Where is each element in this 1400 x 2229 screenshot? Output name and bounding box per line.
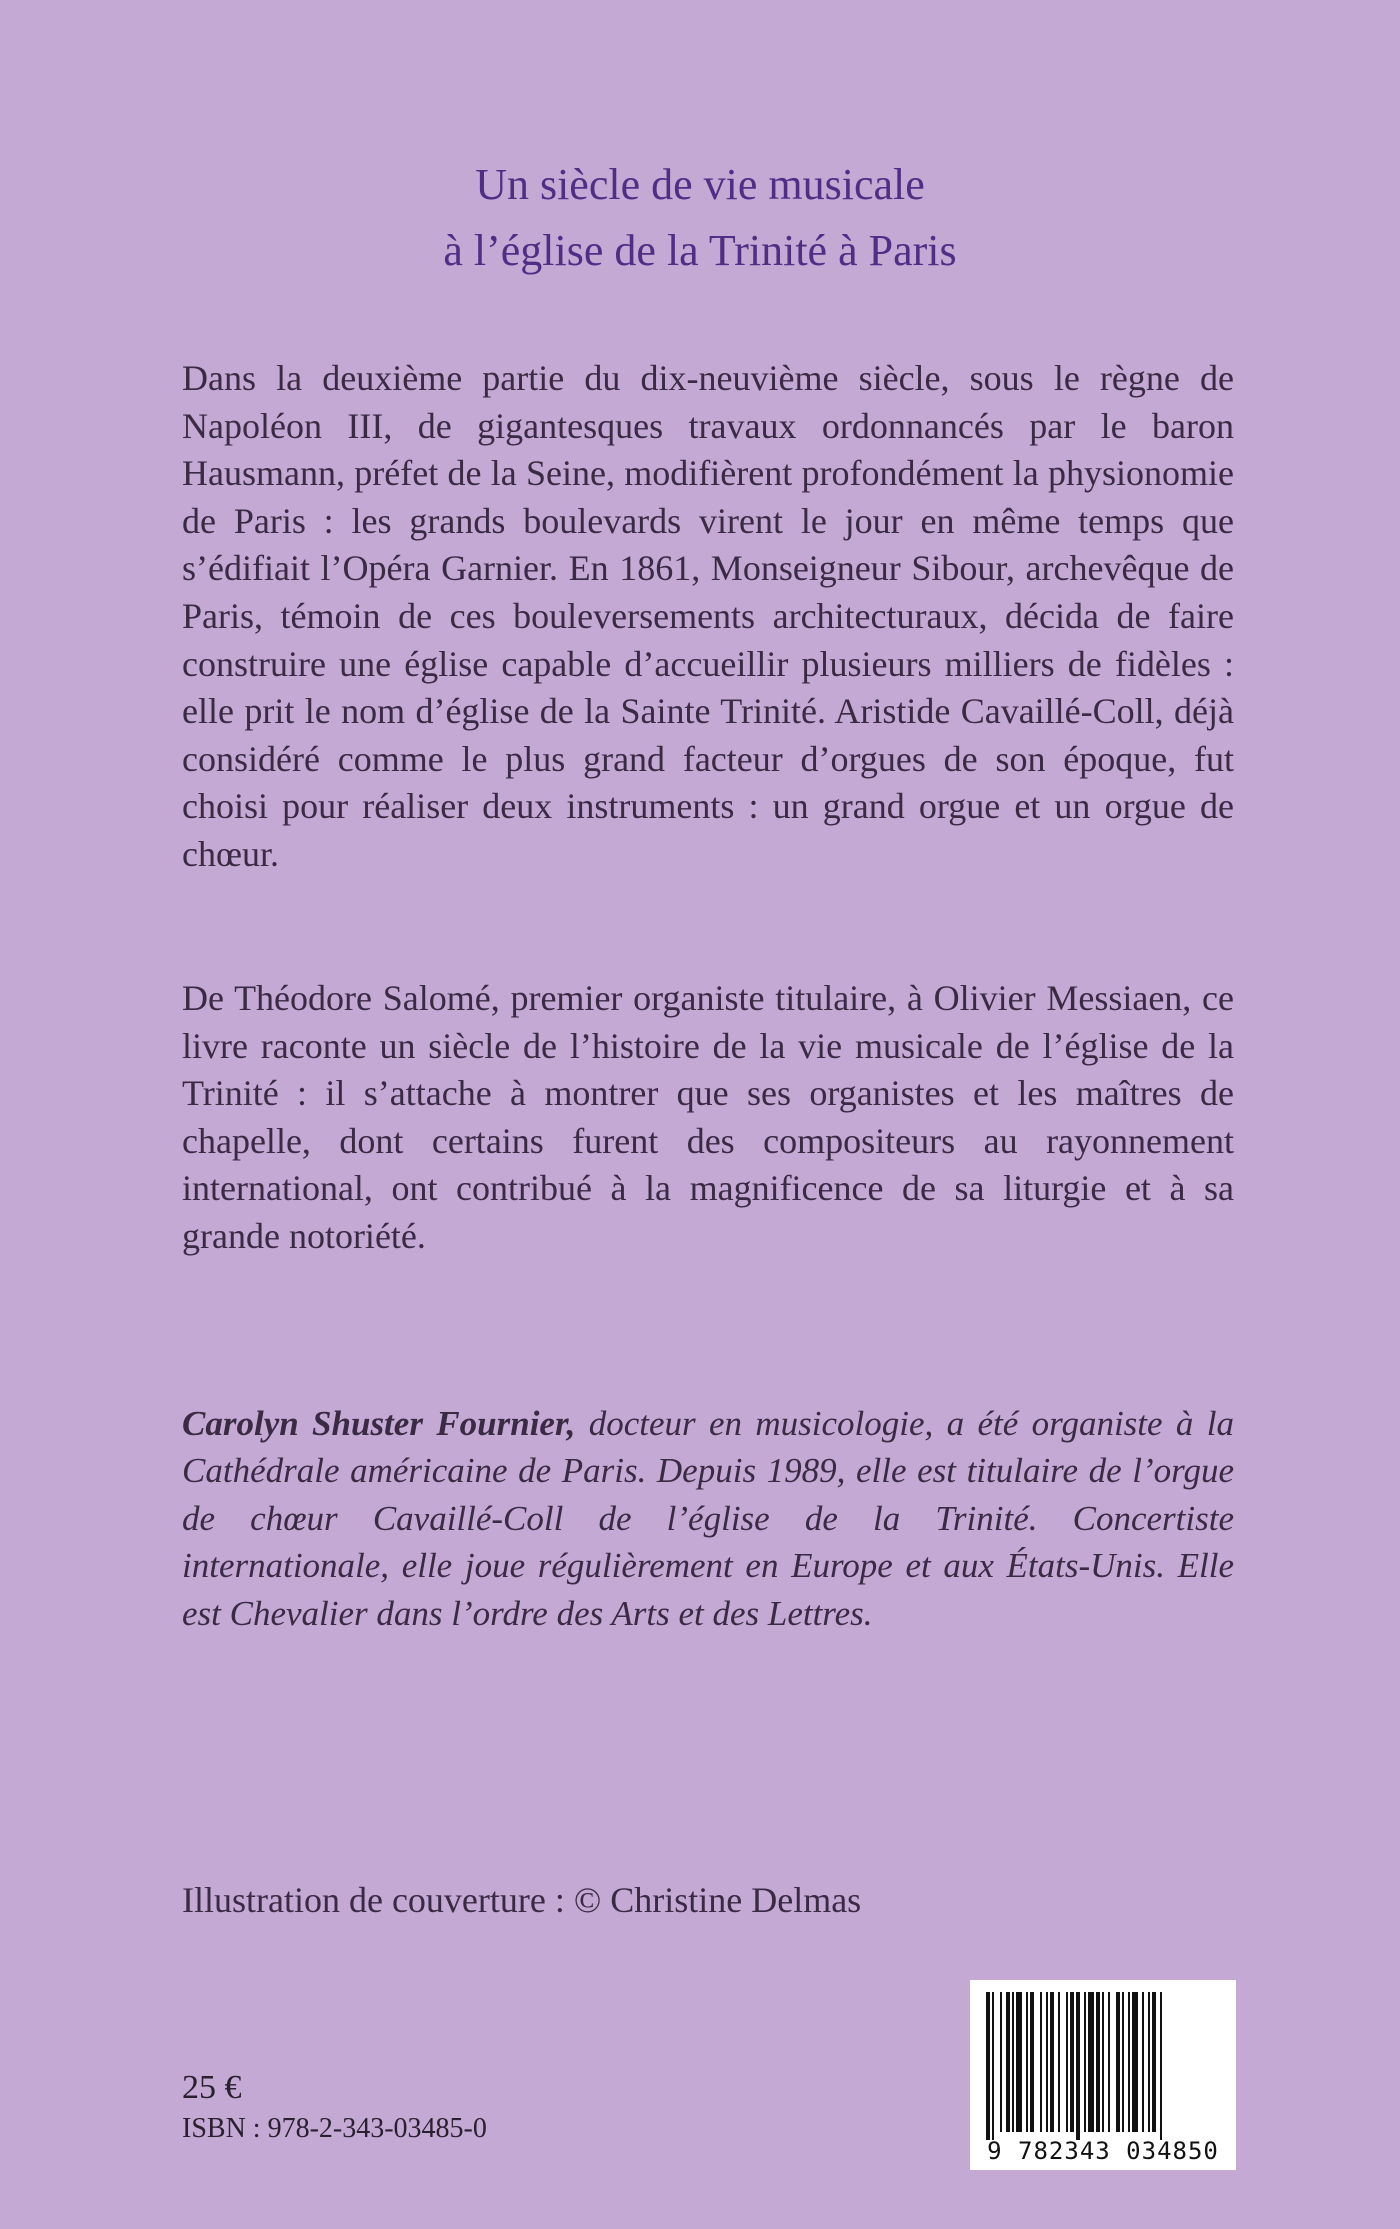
barcode-bar	[1012, 1992, 1014, 2132]
barcode-bar	[1128, 1992, 1130, 2132]
barcode-bar	[1040, 1992, 1042, 2132]
barcode-bar	[1102, 1992, 1104, 2132]
barcode-bar	[1108, 1992, 1110, 2132]
barcode-bar	[1046, 1992, 1048, 2132]
isbn: ISBN : 978-2-343-03485-0	[182, 2113, 487, 2144]
book-title	[0, 152, 1400, 284]
author-name: Carolyn Shuster Fournier,	[182, 1404, 576, 1443]
author-bio	[182, 1400, 1234, 1637]
barcode-bars	[970, 1980, 1236, 2140]
cover-illustration-credit: Illustration de couverture : © Christine Delmas	[182, 1880, 862, 1920]
barcode-bar	[986, 1992, 990, 2140]
barcode-bar	[1076, 1992, 1080, 2140]
barcode-bar	[1066, 1992, 1068, 2132]
barcode-bar	[1050, 1992, 1054, 2132]
barcode-bar	[1142, 1992, 1144, 2132]
barcode-bar	[1026, 1992, 1028, 2132]
barcode-bar	[1148, 1992, 1150, 2132]
barcode-bar	[1016, 1992, 1022, 2132]
title-line-1: Un siècle de vie musicale	[475, 160, 925, 209]
barcode	[970, 1980, 1236, 2170]
author-bio-text: docteur en musicologie, a été organiste à la Cathédrale américaine de Paris. Depuis 1989, elle est titulaire de l’orgue de chœur Cavaillé-Coll de l’église de la Trinité. Concertiste internationale, elle joue régulièrement en Europe et aux États-Unis. Elle est Chevalier dans l’ordre des Arts et des Lettres.	[182, 1404, 1234, 1633]
barcode-bar	[1160, 1992, 1162, 2140]
barcode-bar	[1152, 1992, 1156, 2132]
barcode-bar	[1030, 1992, 1034, 2132]
barcode-bar	[1096, 1992, 1100, 2132]
barcode-bar	[1000, 1992, 1002, 2132]
barcode-bar	[1116, 1992, 1120, 2132]
barcode-bar	[992, 1992, 994, 2140]
barcode-bar	[1122, 1992, 1124, 2132]
barcode-digits: 9 782343 034850	[987, 2137, 1219, 2165]
barcode-bar	[1088, 1992, 1094, 2132]
barcode-bar	[1006, 1992, 1010, 2132]
title-line-2: à l’église de la Trinité à Paris	[443, 226, 957, 275]
barcode-bar	[1070, 1992, 1074, 2132]
description-paragraph-1: Dans la deuxième partie du dix-neuvième siècle, sous le règne de Napoléon III, de gigantesques travaux ordonnancés par le baron Hausmann, préfet de la Seine, modifièrent profondément la physionomie de Paris : les grands boulevards virent le jour en même temps que s’édifiait l’Opéra Garnier. En 1861, Monseigneur Sibour, archevêque de Paris, témoin de ces bouleversements architecturaux, décida de faire construire une église capable d’accueillir plusieurs milliers de fidèles : elle prit le nom d’église de la Sainte Trinité. Aristide Cavaillé-Coll, déjà considéré comme le plus grand facteur d’orgues de son époque, fut choisi pour réaliser deux instruments : un grand orgue et un orgue de chœur.	[182, 358, 1234, 874]
description-paragraph-2: De Théodore Salomé, premier organiste titulaire, à Olivier Messiaen, ce livre raconte un siècle de l’histoire de la vie musicale de l’église de la Trinité : il s’attache à montrer que ses organistes et les maîtres de chapelle, dont certains furent des compositeurs au rayonnement international, ont contribué à la magnificence de sa liturgie et à sa grande notoriété.	[182, 978, 1234, 1256]
price: 25 €	[182, 2069, 242, 2106]
barcode-bar	[1132, 1992, 1138, 2132]
barcode-bar	[1084, 1992, 1086, 2132]
barcode-bar	[1058, 1992, 1060, 2132]
